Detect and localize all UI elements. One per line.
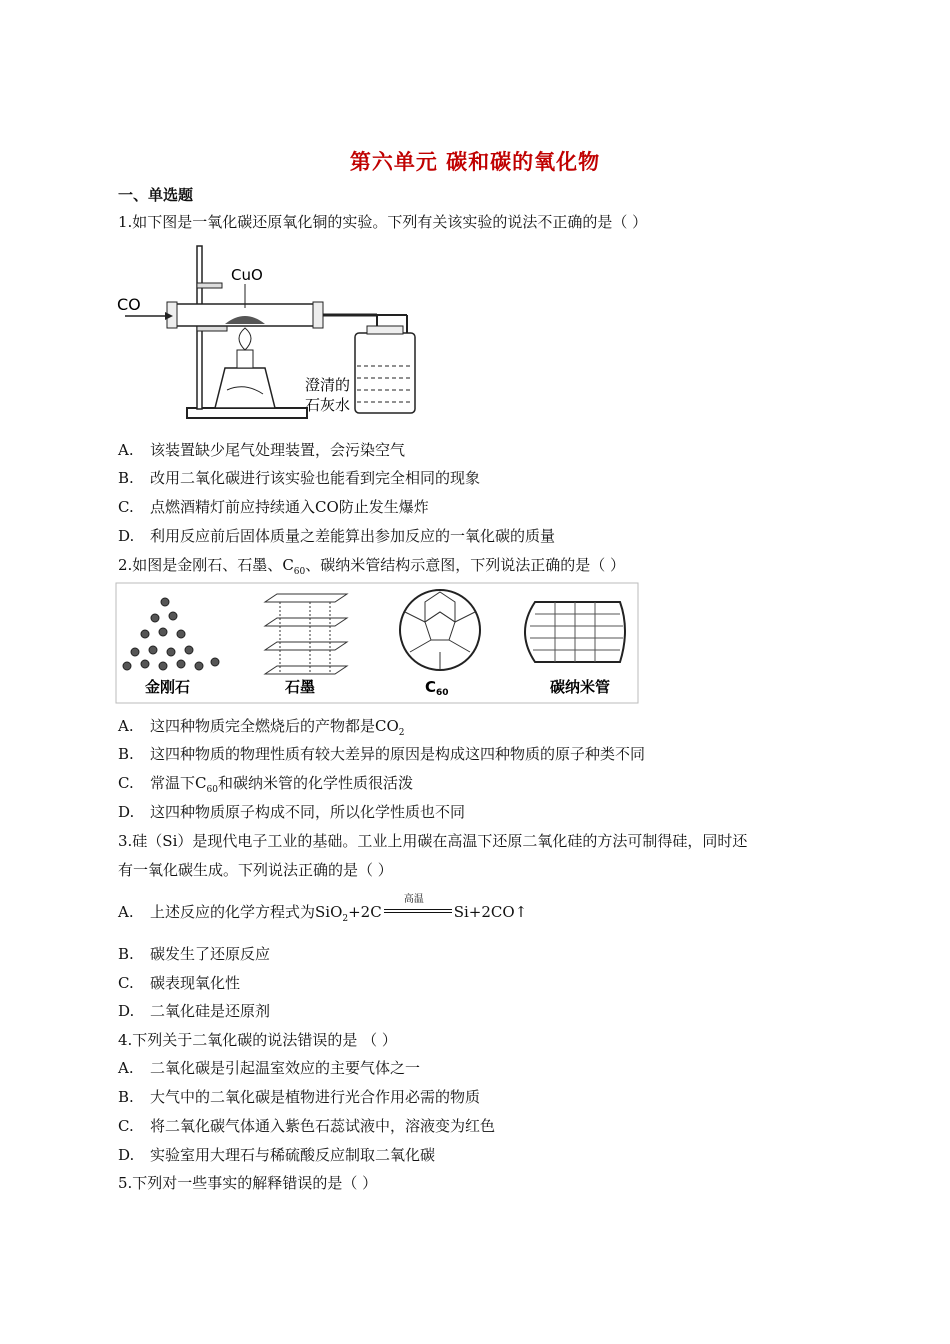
page-title: 第六单元 碳和碳的氧化物 — [349, 150, 601, 174]
q2-option-b[interactable]: B. 这四种物质的物理性质有较大差异的原因是构成这四种物质的原子种类不同 — [118, 745, 646, 763]
diamond-label: 金刚石 — [145, 678, 191, 696]
co-reduction-apparatus-figure — [115, 238, 425, 420]
q1-option-d[interactable]: D. 利用反应前后固体质量之差能算出参加反应的一氧化碳的质量 — [118, 527, 556, 545]
graphite-label: 石墨 — [285, 678, 316, 696]
q1-option-b[interactable]: B. 改用二氧化碳进行该实验也能看到完全相同的现象 — [118, 469, 481, 487]
nanotube-label: 碳纳米管 — [550, 678, 611, 696]
q3-option-b[interactable]: B. 碳发生了还原反应 — [118, 945, 271, 963]
carbon-allotropes-figure — [115, 582, 639, 704]
q3-stem-line2: 有一氧化碳生成。下列说法正确的是（ ） — [118, 861, 393, 879]
q3-option-c[interactable]: C. 碳表现氧化性 — [118, 974, 241, 992]
q4-option-b[interactable]: B. 大气中的二氧化碳是植物进行光合作用必需的物质 — [118, 1088, 481, 1106]
q4-stem: 4.下列关于二氧化碳的说法错误的是 （ ） — [118, 1031, 397, 1049]
c60-label: $C_{60}$ — [425, 678, 449, 698]
q2-option-c[interactable]: C. 常温下$C_{60}$和碳纳米管的化学性质很活泼 — [118, 774, 413, 795]
co-label: CO — [117, 295, 141, 314]
q2-option-a[interactable]: A. 这四种物质完全燃烧后的产物都是$CO_2$ — [118, 717, 405, 738]
q4-option-d[interactable]: D. 实验室用大理石与稀硫酸反应制取二氧化碳 — [118, 1146, 436, 1164]
q2-stem: 2.如图是金刚石、石墨、$C_{60}$、碳纳米管结构示意图，下列说法正确的是（ ） — [118, 556, 626, 577]
q2-option-d[interactable]: D. 这四种物质原子构成不同，所以化学性质也不同 — [118, 803, 466, 821]
cuo-label: CuO — [231, 266, 263, 284]
limewater-label-line1: 澄清的 — [305, 376, 351, 394]
q1-stem: 1.如下图是一氧化碳还原氧化铜的实验。下列有关该实验的说法不正确的是（ ） — [118, 213, 648, 231]
q4-option-c[interactable]: C. 将二氧化碳气体通入紫色石蕊试液中，溶液变为红色 — [118, 1117, 496, 1135]
q5-stem: 5.下列对一些事实的解释错误的是（ ） — [118, 1174, 378, 1192]
q3-option-a[interactable]: A. 上述反应的化学方程式为SiO$_2$+2C 高温 Si+2CO↑ — [118, 894, 528, 924]
q4-option-a[interactable]: A. 二氧化碳是引起温室效应的主要气体之一 — [118, 1059, 421, 1077]
q1-option-c[interactable]: C. 点燃酒精灯前应持续通入CO防止发生爆炸 — [118, 498, 429, 516]
high-temp-equals-sign: 高温 — [382, 902, 454, 922]
q3-stem-line1: 3.硅（Si）是现代电子工业的基础。工业上用碳在高温下还原二氧化硅的方法可制得硅，同时还 — [118, 832, 748, 850]
limewater-label-line2: 石灰水 — [305, 396, 351, 414]
q3-option-d[interactable]: D. 二氧化硅是还原剂 — [118, 1002, 271, 1020]
section-heading: 一、单选题 — [118, 186, 194, 204]
q1-option-a[interactable]: A. 该装置缺少尾气处理装置，会污染空气 — [118, 441, 406, 459]
